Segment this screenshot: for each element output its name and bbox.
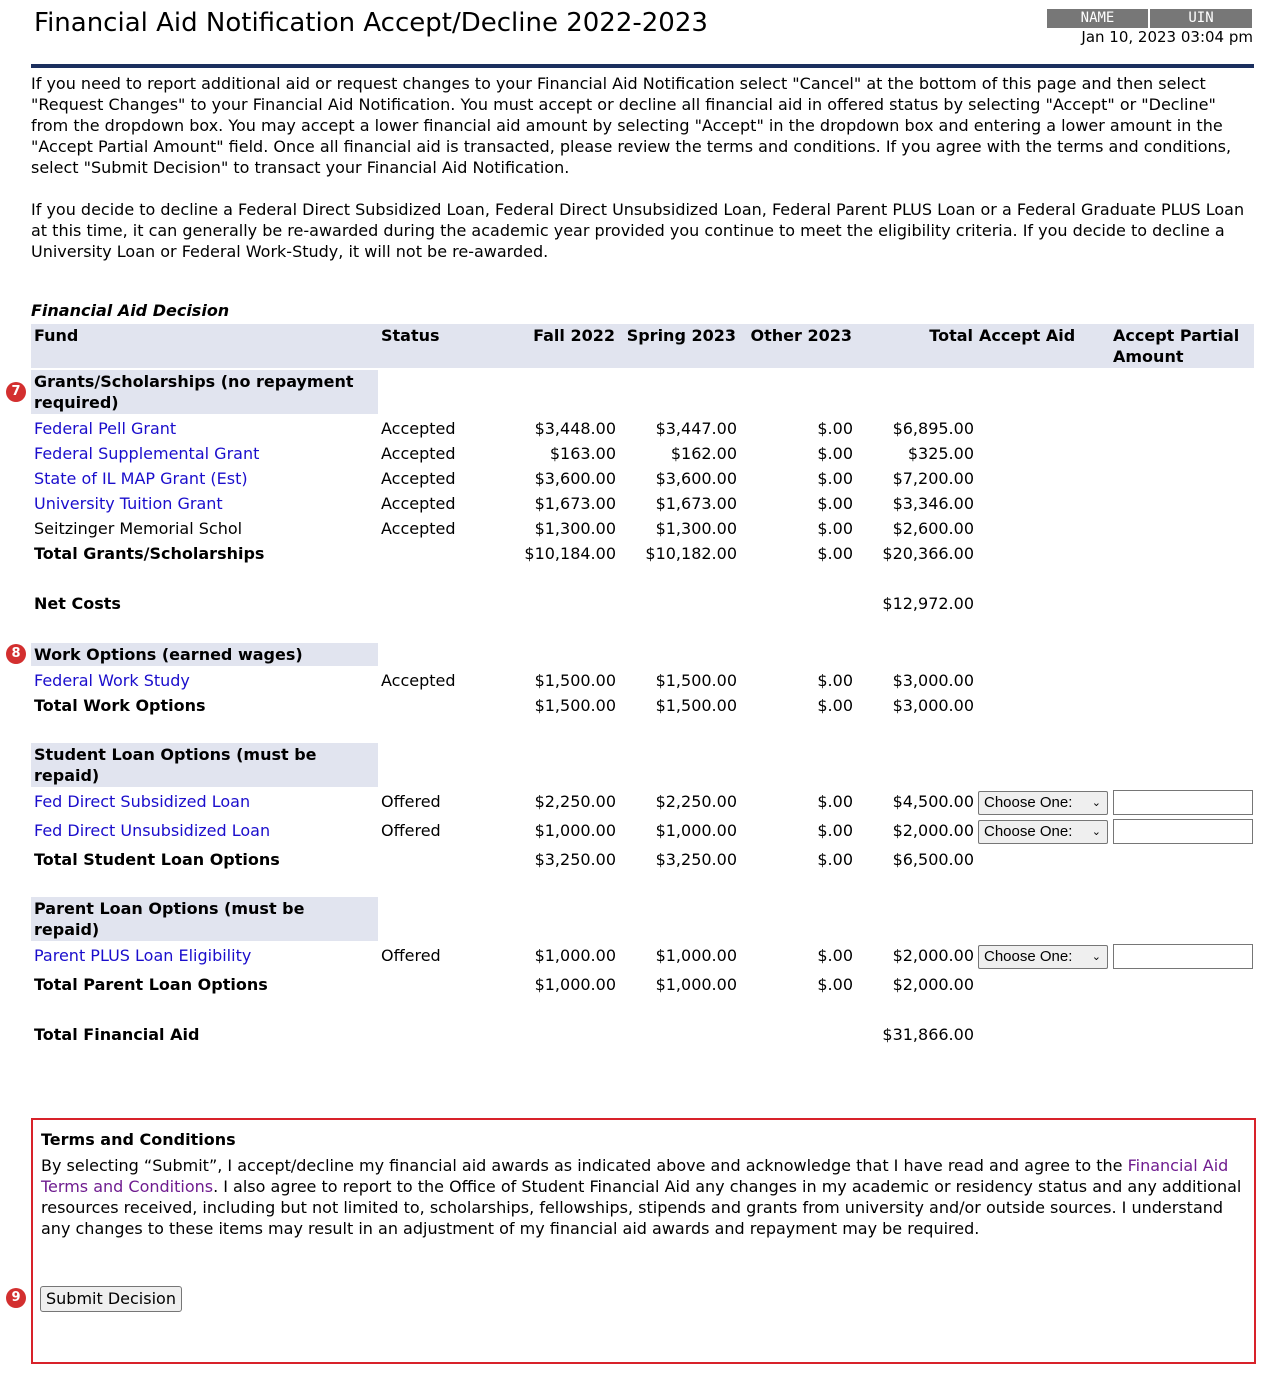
other-amount: $.00 <box>817 850 853 869</box>
fall-amount: $163.00 <box>549 444 616 463</box>
uin-label: UIN <box>1150 9 1252 28</box>
other-amount: $.00 <box>817 444 853 463</box>
chevron-down-icon: ⌄ <box>1091 826 1101 838</box>
accept-aid-select-value: Choose One: <box>984 948 1073 965</box>
intro-paragraph-1: If you need to report additional aid or request changes to your Financial Aid Notification select "Cancel" at the bottom of this page and then select "Request Changes" to your Financial Aid Notification. You must accept or decline all financial aid in offered status by selecting "Accept" or "Decline" from the dropdown box. You may accept a lower financial aid amount by selecting "Accept" in the dropdown box and entering a lower amount in the "Accept Partial Amount" field. Once all financial aid is transacted, please review the terms and conditions. If you agree with the terms and conditions, select "Submit Decision" to transact your Financial Aid Notification. <box>31 74 1232 177</box>
status-cell: Accepted <box>381 671 456 690</box>
fall-amount: $1,000.00 <box>534 946 616 965</box>
total-amount: $4,500.00 <box>892 792 974 811</box>
spring-amount: $1,673.00 <box>655 494 737 513</box>
terms-link[interactable]: Financial Aid Terms and Conditions <box>41 1156 1229 1196</box>
other-amount: $.00 <box>817 469 853 488</box>
spring-amount: $1,500.00 <box>655 671 737 690</box>
page-title: Financial Aid Notification Accept/Decline 2022-2023 <box>34 8 708 38</box>
total-amount: $2,000.00 <box>892 946 974 965</box>
fund-link[interactable]: Federal Pell Grant <box>34 419 177 438</box>
terms-text <box>41 1155 1249 1239</box>
total-student-loans-label: Total Student Loan Options <box>34 850 280 869</box>
spring-amount: $1,000.00 <box>655 946 737 965</box>
total-financial-aid-amount: $31,866.00 <box>882 1025 974 1044</box>
other-amount: $.00 <box>817 792 853 811</box>
total-amount: $2,600.00 <box>892 519 974 538</box>
step-badge-8: 8 <box>6 644 26 664</box>
status-cell: Offered <box>381 792 441 811</box>
col-header-spring: Spring 2023 <box>618 324 739 368</box>
spring-amount: $10,182.00 <box>645 544 737 563</box>
fall-amount: $3,250.00 <box>534 850 616 869</box>
fall-amount: $1,300.00 <box>534 519 616 538</box>
spring-amount: $1,500.00 <box>655 696 737 715</box>
col-header-other: Other 2023 <box>739 324 855 368</box>
fund-name: Seitzinger Memorial Schol <box>34 519 243 538</box>
spring-amount: $3,600.00 <box>655 469 737 488</box>
fund-link[interactable]: University Tuition Grant <box>34 494 223 513</box>
fall-amount: $1,000.00 <box>534 821 616 840</box>
spring-amount: $3,447.00 <box>655 419 737 438</box>
section-heading-student-loans: Student Loan Options (must be repaid) <box>31 743 378 787</box>
total-work-label: Total Work Options <box>34 696 206 715</box>
net-costs-amount: $12,972.00 <box>882 594 974 613</box>
total-amount: $20,366.00 <box>882 544 974 563</box>
status-cell: Accepted <box>381 469 456 488</box>
section-heading-grants: Grants/Scholarships (no repayment required) <box>31 370 378 414</box>
fund-link[interactable]: Federal Supplemental Grant <box>34 444 260 463</box>
other-amount: $.00 <box>817 696 853 715</box>
timestamp: Jan 10, 2023 03:04 pm <box>1081 28 1253 46</box>
col-header-partial-amount: Accept Partial Amount <box>1110 324 1254 368</box>
col-header-accept-aid: Accept Aid <box>976 324 1110 368</box>
spring-amount: $1,000.00 <box>655 975 737 994</box>
chevron-down-icon: ⌄ <box>1091 797 1101 809</box>
terms-panel <box>31 1118 1256 1364</box>
accept-aid-select[interactable] <box>978 791 1108 815</box>
total-amount: $7,200.00 <box>892 469 974 488</box>
spring-amount: $1,300.00 <box>655 519 737 538</box>
total-amount: $325.00 <box>907 444 974 463</box>
status-cell: Accepted <box>381 444 456 463</box>
spring-amount: $162.00 <box>670 444 737 463</box>
fall-amount: $3,600.00 <box>534 469 616 488</box>
total-amount: $3,000.00 <box>892 671 974 690</box>
accept-aid-select-value: Choose One: <box>984 823 1073 840</box>
accept-aid-select[interactable] <box>978 945 1108 969</box>
user-id-box <box>1047 9 1252 28</box>
total-grants-label: Total Grants/Scholarships <box>34 544 265 563</box>
fall-amount: $2,250.00 <box>534 792 616 811</box>
name-label: NAME <box>1047 9 1148 28</box>
spring-amount: $2,250.00 <box>655 792 737 811</box>
other-amount: $.00 <box>817 419 853 438</box>
fund-link[interactable]: Federal Work Study <box>34 671 190 690</box>
section-heading-work: Work Options (earned wages) <box>31 643 378 666</box>
total-parent-loans-label: Total Parent Loan Options <box>34 975 268 994</box>
section-heading-parent-loans: Parent Loan Options (must be repaid) <box>31 897 378 941</box>
intro-paragraph-2: If you decide to decline a Federal Direct Subsidized Loan, Federal Direct Unsubsidized Loan, Federal Parent PLUS Loan or a Federal Graduate PLUS Loan at this time, it can generally be re-awarded during the academic year provided you continue to meet the eligibility criteria. If you decide to decline a University Loan or Federal Work-Study, it will not be re-awarded. <box>31 200 1245 261</box>
other-amount: $.00 <box>817 821 853 840</box>
total-financial-aid-label: Total Financial Aid <box>34 1025 200 1044</box>
total-amount: $6,895.00 <box>892 419 974 438</box>
partial-amount-input[interactable] <box>1113 944 1253 969</box>
header-divider <box>31 64 1254 68</box>
terms-text-after: . I also agree to report to the Office of Student Financial Aid any changes in my academic or residency status and any additional resources received, including but not limited to, scholarships, fellowships, stipends and grants from university and/or outside sources. I understand any changes to these items may result in an adjustment of my financial aid awards and repayment may be required. <box>41 1177 1242 1238</box>
terms-title: Terms and Conditions <box>41 1130 236 1149</box>
table-caption: Financial Aid Decision <box>31 301 230 320</box>
partial-amount-input[interactable] <box>1113 790 1253 815</box>
step-badge-7: 7 <box>6 382 26 402</box>
fund-link[interactable]: Fed Direct Subsidized Loan <box>34 792 251 811</box>
fund-link[interactable]: Parent PLUS Loan Eligibility <box>34 946 252 965</box>
fall-amount: $3,448.00 <box>534 419 616 438</box>
other-amount: $.00 <box>817 671 853 690</box>
fall-amount: $1,500.00 <box>534 696 616 715</box>
accept-aid-select[interactable] <box>978 820 1108 844</box>
accept-aid-select-value: Choose One: <box>984 794 1073 811</box>
partial-amount-input[interactable] <box>1113 819 1253 844</box>
col-header-total: Total <box>855 324 976 368</box>
other-amount: $.00 <box>817 519 853 538</box>
other-amount: $.00 <box>817 494 853 513</box>
fall-amount: $10,184.00 <box>524 544 616 563</box>
col-header-fund: Fund <box>31 324 378 368</box>
status-cell: Offered <box>381 946 441 965</box>
col-header-fall: Fall 2022 <box>498 324 618 368</box>
fall-amount: $1,673.00 <box>534 494 616 513</box>
chevron-down-icon: ⌄ <box>1091 951 1101 963</box>
other-amount: $.00 <box>817 975 853 994</box>
total-amount: $3,346.00 <box>892 494 974 513</box>
fund-link[interactable]: State of IL MAP Grant (Est) <box>34 469 248 488</box>
fall-amount: $1,000.00 <box>534 975 616 994</box>
total-amount: $2,000.00 <box>892 821 974 840</box>
other-amount: $.00 <box>817 544 853 563</box>
terms-text-before: By selecting “Submit”, I accept/decline my financial aid awards as indicated above and acknowledge that I have read and agree to the <box>41 1156 1128 1175</box>
submit-decision-button[interactable]: Submit Decision <box>40 1286 182 1312</box>
step-badge-9: 9 <box>6 1288 26 1308</box>
fall-amount: $1,500.00 <box>534 671 616 690</box>
total-amount: $3,000.00 <box>892 696 974 715</box>
status-cell: Offered <box>381 821 441 840</box>
status-cell: Accepted <box>381 519 456 538</box>
spring-amount: $3,250.00 <box>655 850 737 869</box>
status-cell: Accepted <box>381 494 456 513</box>
status-cell: Accepted <box>381 419 456 438</box>
net-costs-label: Net Costs <box>34 594 121 613</box>
total-amount: $2,000.00 <box>892 975 974 994</box>
col-header-status: Status <box>378 324 498 368</box>
other-amount: $.00 <box>817 946 853 965</box>
total-amount: $6,500.00 <box>892 850 974 869</box>
fund-link[interactable]: Fed Direct Unsubsidized Loan <box>34 821 271 840</box>
spring-amount: $1,000.00 <box>655 821 737 840</box>
